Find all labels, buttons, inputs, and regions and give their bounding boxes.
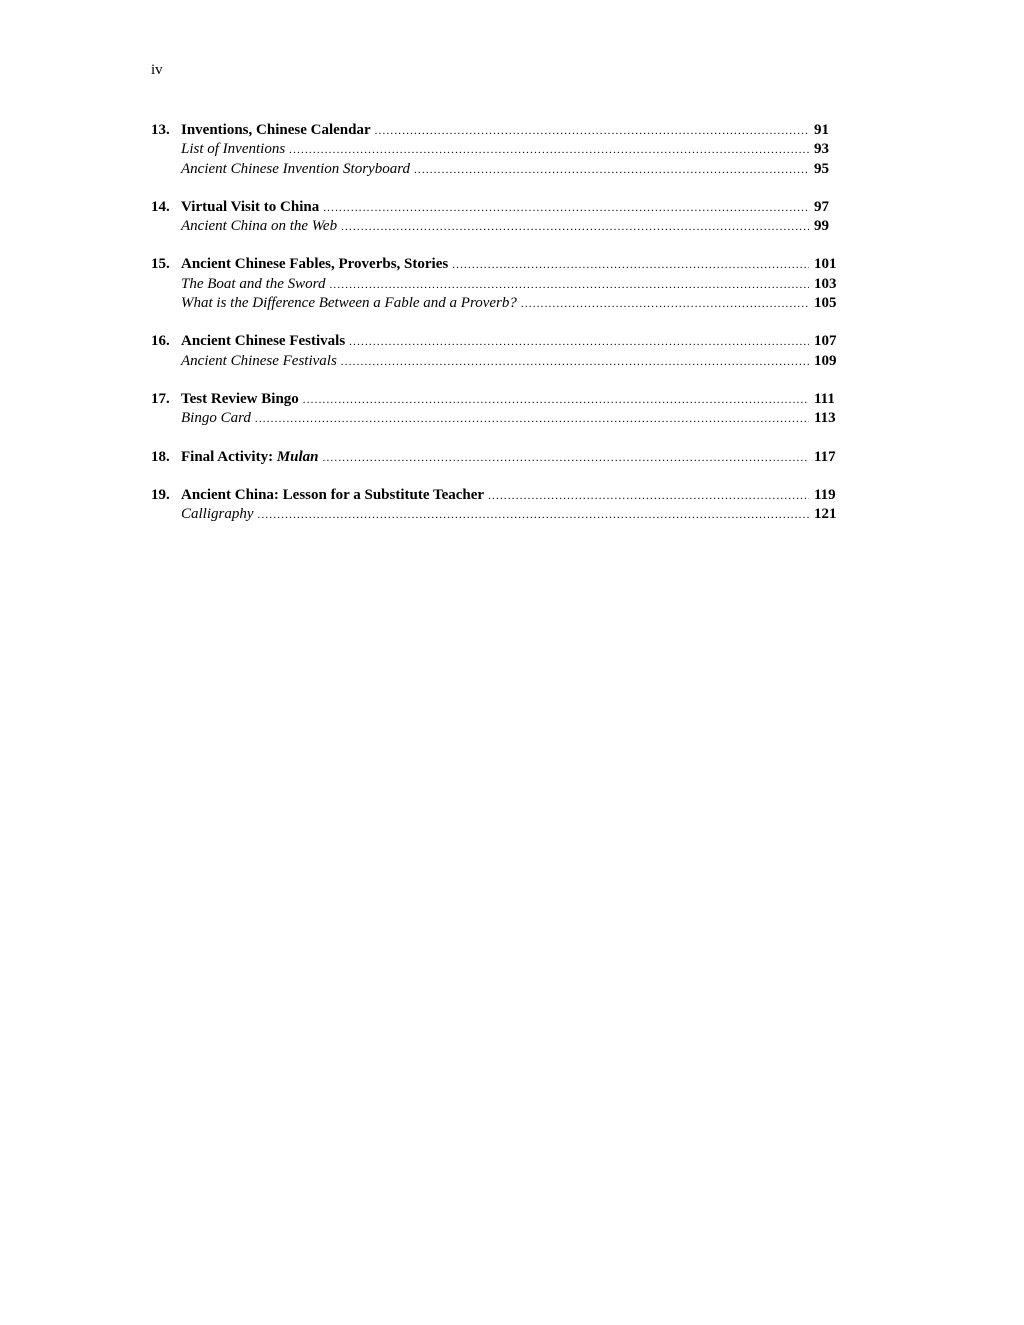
page-ref: 109 — [814, 352, 837, 369]
toc-entry[interactable] — [151, 121, 843, 140]
section-number: 17. — [151, 390, 170, 407]
toc-section-19 — [151, 486, 843, 525]
toc-subentry[interactable] — [151, 505, 843, 524]
dot-leader — [341, 218, 809, 237]
section-title: Ancient Chinese Festivals — [181, 333, 346, 350]
toc-entry[interactable] — [151, 332, 843, 351]
dot-leader — [289, 141, 809, 160]
dot-leader — [323, 199, 809, 218]
toc-subentry[interactable] — [151, 294, 843, 313]
page-number: iv — [151, 62, 163, 78]
subsection-title: Ancient Chinese Invention Storyboard — [181, 160, 410, 177]
page-ref: 117 — [814, 448, 836, 465]
page-ref: 105 — [814, 295, 837, 312]
page-ref: 93 — [814, 141, 829, 158]
toc-section-17 — [151, 390, 843, 429]
dot-leader — [258, 506, 809, 525]
section-title: Test Review Bingo — [181, 390, 299, 407]
subsection-title: List of Inventions — [181, 141, 286, 158]
toc-subentry[interactable] — [151, 217, 843, 236]
page-ref: 111 — [814, 390, 835, 407]
section-title: Ancient China: Lesson for a Substitute Teacher — [181, 486, 485, 503]
subsection-title: What is the Difference Between a Fable and a Proverb? — [181, 295, 517, 312]
dot-leader — [341, 353, 809, 372]
section-number: 14. — [151, 198, 170, 215]
toc-entry[interactable] — [151, 448, 843, 467]
section-title — [181, 448, 319, 467]
dot-leader — [375, 122, 809, 141]
dot-leader — [452, 256, 809, 275]
toc-subentry[interactable] — [151, 409, 843, 428]
subsection-title: Bingo Card — [181, 410, 251, 427]
dot-leader — [349, 333, 809, 352]
toc-entry[interactable] — [151, 255, 843, 274]
page-ref: 91 — [814, 122, 829, 138]
toc-subentry[interactable] — [151, 160, 843, 179]
dot-leader — [488, 487, 809, 506]
section-number: 16. — [151, 333, 170, 350]
toc-section-15 — [151, 255, 843, 313]
section-number: 18. — [151, 448, 170, 465]
toc-entry[interactable] — [151, 198, 843, 217]
dot-leader — [255, 410, 809, 429]
toc-section-18 — [151, 448, 843, 467]
toc-subentry[interactable] — [151, 275, 843, 294]
toc-section-16 — [151, 332, 843, 371]
page-ref: 113 — [814, 410, 836, 427]
page-ref: 97 — [814, 198, 829, 215]
section-title: Virtual Visit to China — [181, 198, 320, 215]
dot-leader — [414, 161, 809, 180]
toc-entry[interactable] — [151, 486, 843, 505]
dot-leader — [303, 391, 809, 410]
subsection-title: The Boat and the Sword — [181, 275, 326, 292]
dot-leader — [323, 449, 809, 468]
section-title-emphasis: Mulan — [276, 448, 319, 465]
page-ref: 119 — [814, 486, 836, 503]
toc-section-14 — [151, 198, 843, 237]
subsection-title: Calligraphy — [181, 506, 254, 523]
toc-subentry[interactable] — [151, 140, 843, 159]
table-of-contents — [151, 121, 843, 543]
page-ref: 107 — [814, 333, 837, 350]
page-ref: 99 — [814, 218, 829, 235]
section-title: Inventions, Chinese Calendar — [181, 122, 371, 138]
section-number: 19. — [151, 486, 170, 503]
section-title: Ancient Chinese Fables, Proverbs, Stories — [181, 256, 449, 273]
subsection-title: Ancient Chinese Festivals — [181, 352, 337, 369]
page-ref: 103 — [814, 275, 837, 292]
page-ref: 95 — [814, 160, 829, 177]
section-number: 15. — [151, 256, 170, 273]
page-ref: 121 — [814, 506, 837, 523]
toc-section-13 — [151, 121, 843, 179]
toc-subentry[interactable] — [151, 352, 843, 371]
dot-leader — [329, 276, 809, 295]
page-ref: 101 — [814, 256, 837, 273]
section-title-text: Final Activity: — [181, 448, 277, 465]
section-number: 13. — [151, 122, 170, 138]
subsection-title: Ancient China on the Web — [181, 218, 338, 235]
toc-entry[interactable] — [151, 390, 843, 409]
dot-leader — [521, 295, 809, 314]
